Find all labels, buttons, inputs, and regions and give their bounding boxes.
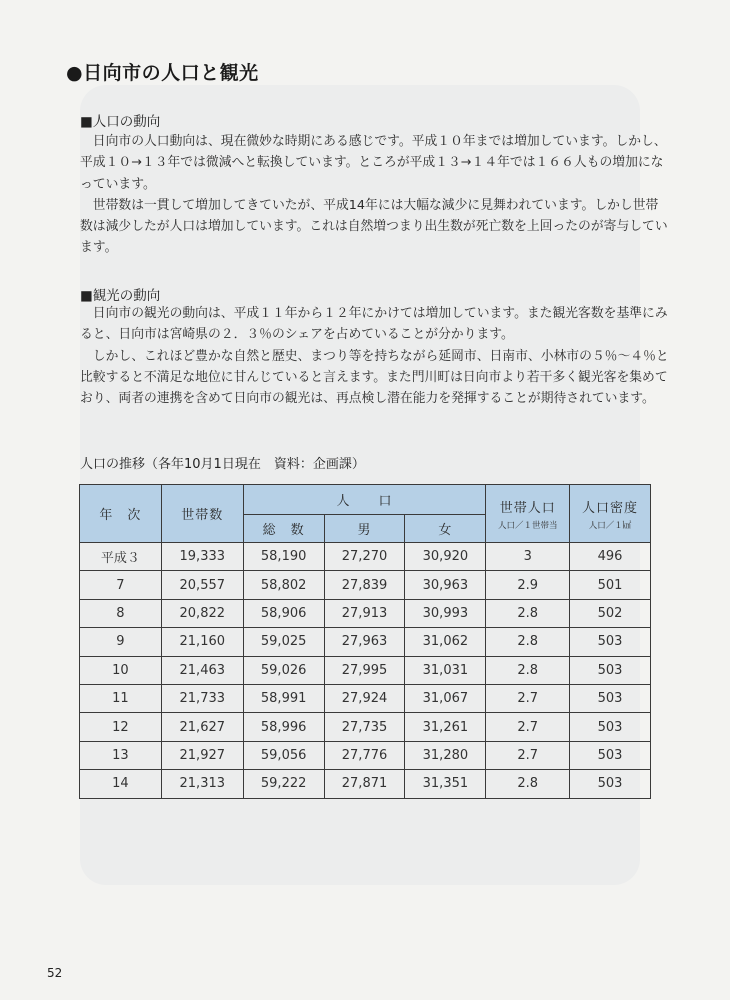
cell-density: 502 bbox=[570, 599, 651, 627]
table-row bbox=[80, 656, 651, 684]
population-paragraph: 世帯数は一貫して増加してきていたが、平成14年には大幅な減少に見舞われています。しかし世帯数は減少したが人口は増加しています。これは自然増つまり出生数が死亡数を上回ったのが寄与しています。 bbox=[80, 197, 668, 256]
header-population: 人 口 bbox=[243, 485, 486, 515]
cell-per-household: 2.7 bbox=[486, 713, 570, 741]
cell-households: 21,160 bbox=[161, 628, 243, 656]
cell-households: 21,627 bbox=[161, 713, 243, 741]
cell-male: 27,871 bbox=[324, 770, 405, 798]
page-title: ●日向市の人口と観光 bbox=[66, 62, 259, 84]
cell-female: 31,280 bbox=[405, 741, 486, 769]
cell-male: 27,924 bbox=[324, 684, 405, 712]
cell-year: 7 bbox=[80, 571, 162, 599]
header-year: 年 次 bbox=[80, 485, 162, 543]
table-row bbox=[80, 571, 651, 599]
header-density: 人口密度 人口／１㎢ bbox=[570, 485, 651, 543]
cell-male: 27,776 bbox=[324, 741, 405, 769]
table-row bbox=[80, 713, 651, 741]
cell-female: 30,993 bbox=[405, 599, 486, 627]
cell-per-household: 2.8 bbox=[486, 656, 570, 684]
cell-density: 503 bbox=[570, 684, 651, 712]
cell-per-household: 2.8 bbox=[486, 628, 570, 656]
cell-per-household: 2.7 bbox=[486, 684, 570, 712]
cell-year: 12 bbox=[80, 713, 162, 741]
header-density-unit: 人口／１㎢ bbox=[588, 520, 632, 531]
cell-per-household: 2.7 bbox=[486, 741, 570, 769]
cell-total: 59,222 bbox=[243, 770, 324, 798]
cell-female: 31,261 bbox=[405, 713, 486, 741]
cell-households: 20,822 bbox=[161, 599, 243, 627]
cell-year: 11 bbox=[80, 684, 162, 712]
tourism-text bbox=[80, 303, 670, 409]
population-heading: ■人口の動向 bbox=[80, 114, 161, 130]
cell-total: 59,025 bbox=[243, 628, 324, 656]
cell-total: 58,802 bbox=[243, 571, 324, 599]
cell-female: 31,062 bbox=[405, 628, 486, 656]
cell-year: 8 bbox=[80, 599, 162, 627]
cell-density: 496 bbox=[570, 543, 651, 571]
cell-per-household: 3 bbox=[486, 543, 570, 571]
cell-households: 21,733 bbox=[161, 684, 243, 712]
cell-households: 21,927 bbox=[161, 741, 243, 769]
cell-male: 27,735 bbox=[324, 713, 405, 741]
cell-male: 27,995 bbox=[324, 656, 405, 684]
table-row bbox=[80, 741, 651, 769]
cell-density: 501 bbox=[570, 571, 651, 599]
table-row bbox=[80, 684, 651, 712]
cell-year: 10 bbox=[80, 656, 162, 684]
cell-density: 503 bbox=[570, 770, 651, 798]
cell-total: 58,906 bbox=[243, 599, 324, 627]
header-per-household: 世帯人口 人口／１世帯当 bbox=[486, 485, 570, 543]
population-paragraph: 日向市の人口動向は、現在微妙な時期にある感じです。平成１０年までは増加しています。しかし、平成１０→１３年では微減へと転換しています。ところが平成１３→１４年では１６６人もの増加になっています。 bbox=[80, 134, 667, 192]
cell-female: 31,067 bbox=[405, 684, 486, 712]
cell-female: 30,920 bbox=[405, 543, 486, 571]
header-per-household-unit: 人口／１世帯当 bbox=[497, 520, 558, 531]
cell-households: 21,463 bbox=[161, 656, 243, 684]
header-female: 女 bbox=[405, 515, 486, 543]
tourism-paragraph: しかし、これほど豊かな自然と歴史、まつり等を持ちながら延岡市、日南市、小林市の５％～４％と比較すると不満足な地位に甘んじていると言えます。また門川町は日向市より若干多く観光客を集めており、両者の連携を含めて日向市の観光は、再点検し潜在能力を発揮することが期待されています。 bbox=[80, 348, 669, 407]
table-row bbox=[80, 599, 651, 627]
cell-total: 58,190 bbox=[243, 543, 324, 571]
cell-male: 27,839 bbox=[324, 571, 405, 599]
tourism-heading: ■観光の動向 bbox=[80, 288, 161, 304]
cell-female: 31,031 bbox=[405, 656, 486, 684]
cell-year: 平成３ bbox=[80, 543, 162, 571]
cell-year: 9 bbox=[80, 628, 162, 656]
table-caption: 人口の推移（各年10月1日現在 資料：企画課） bbox=[80, 457, 365, 472]
cell-male: 27,963 bbox=[324, 628, 405, 656]
table-row bbox=[80, 543, 651, 571]
cell-density: 503 bbox=[570, 656, 651, 684]
cell-female: 31,351 bbox=[405, 770, 486, 798]
table-row bbox=[80, 628, 651, 656]
cell-density: 503 bbox=[570, 741, 651, 769]
page-number: 52 bbox=[47, 966, 63, 980]
cell-total: 58,996 bbox=[243, 713, 324, 741]
cell-male: 27,270 bbox=[324, 543, 405, 571]
header-total: 総 数 bbox=[243, 515, 324, 543]
cell-households: 20,557 bbox=[161, 571, 243, 599]
cell-per-household: 2.8 bbox=[486, 770, 570, 798]
cell-density: 503 bbox=[570, 713, 651, 741]
cell-total: 59,056 bbox=[243, 741, 324, 769]
cell-density: 503 bbox=[570, 628, 651, 656]
cell-per-household: 2.8 bbox=[486, 599, 570, 627]
cell-year: 14 bbox=[80, 770, 162, 798]
cell-per-household: 2.9 bbox=[486, 571, 570, 599]
cell-female: 30,963 bbox=[405, 571, 486, 599]
tourism-paragraph: 日向市の観光の動向は、平成１１年から１２年にかけては増加しています。また観光客数を基準にみると、日向市は宮崎県の２．３％のシェアを占めていることが分かります。 bbox=[80, 306, 668, 343]
cell-households: 19,333 bbox=[161, 543, 243, 571]
cell-male: 27,913 bbox=[324, 599, 405, 627]
population-text bbox=[80, 131, 670, 259]
header-male: 男 bbox=[324, 515, 405, 543]
cell-total: 58,991 bbox=[243, 684, 324, 712]
population-table bbox=[79, 484, 651, 799]
cell-year: 13 bbox=[80, 741, 162, 769]
cell-households: 21,313 bbox=[161, 770, 243, 798]
cell-total: 59,026 bbox=[243, 656, 324, 684]
table-row bbox=[80, 770, 651, 798]
header-households: 世帯数 bbox=[161, 485, 243, 543]
